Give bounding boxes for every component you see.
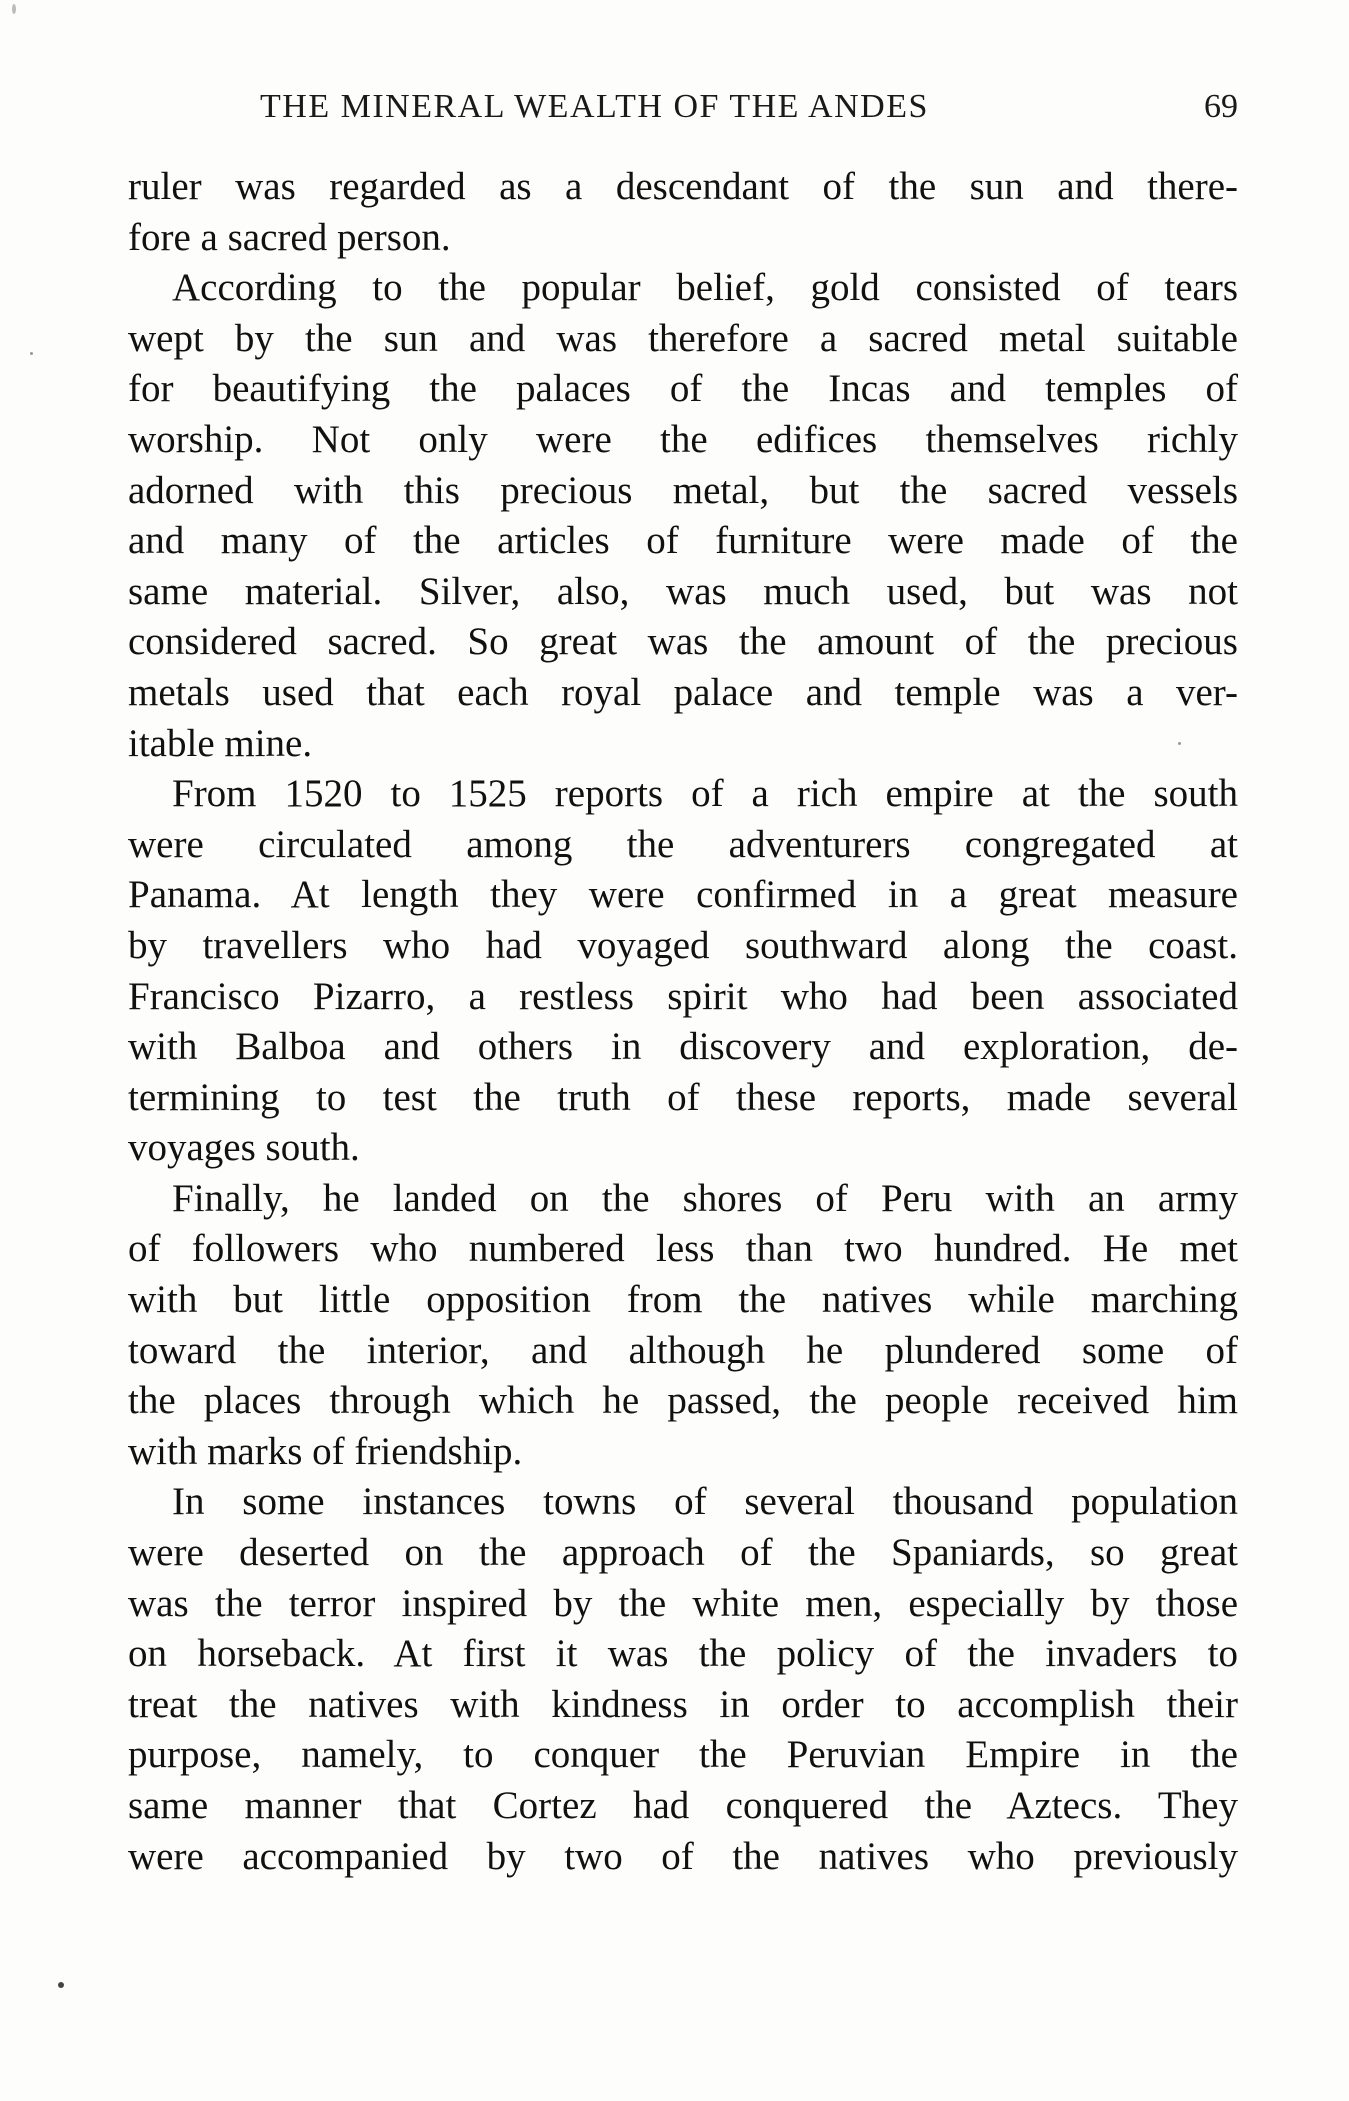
text-line: and many of the articles of furniture were made of the [128, 519, 1238, 563]
text-line: of followers who numbered less than two hundred. He met [128, 1227, 1238, 1271]
paragraph: fore a sacred person. [128, 215, 451, 259]
text-line: purpose, namely, to conquer the Peruvian Empire in the [128, 1733, 1238, 1777]
text-line: same material. Silver, also, was much used, but was not [128, 569, 1238, 613]
text-line: worship. Not only were the edifices themselves richly [128, 417, 1238, 461]
text-line: voyages south. [128, 1126, 360, 1170]
scan-speck [30, 352, 33, 355]
text-line: wept by the sun and was therefore a sacred metal suitable [128, 316, 1238, 360]
running-title: THE MINERAL WEALTH OF THE ANDES [260, 88, 929, 125]
paragraph: Finally, he landed on the shores of Peru with an army [172, 1176, 1238, 1220]
page-number: 69 [1204, 88, 1238, 125]
text-line: was the terror inspired by the white men, especially by those [128, 1581, 1238, 1625]
paragraph: In some instances towns of several thousand population [172, 1480, 1238, 1524]
text-line: were circulated among the adventurers congregated at [128, 822, 1238, 866]
scan-speck [12, 4, 16, 14]
text-line: metals used that each royal palace and temple was a ver- [128, 670, 1238, 714]
text-line: considered sacred. So great was the amount of the precious [128, 620, 1238, 664]
text-line: were accompanied by two of the natives who previously [128, 1834, 1238, 1878]
text-line: Francisco Pizarro, a restless spirit who had been associated [128, 974, 1238, 1018]
text-line: adorned with this precious metal, but the sacred vessels [128, 468, 1238, 512]
text-line: same manner that Cortez had conquered the Aztecs. They [128, 1784, 1238, 1827]
text-line: toward the interior, and although he plundered some of [128, 1328, 1238, 1372]
text-line: for beautifying the palaces of the Incas and temples of [128, 367, 1238, 411]
text-line: were deserted on the approach of the Spaniards, so great [128, 1531, 1238, 1575]
body-text [128, 162, 1238, 1882]
text-line: with Balboa and others in discovery and exploration, de- [128, 1025, 1238, 1069]
paragraph: ruler was regarded as a descendant of the sun and there- [128, 165, 1238, 208]
text-line: with but little opposition from the natives while marching [128, 1278, 1238, 1322]
text-line: Panama. At length they were confirmed in a great measure [128, 873, 1238, 917]
scan-speck [58, 1982, 64, 1988]
paragraph: From 1520 to 1525 reports of a rich empire at the south [172, 772, 1238, 816]
scan-speck [1178, 742, 1181, 745]
text-line: with marks of friendship. [128, 1429, 523, 1473]
text-line: termining to test the truth of these reports, made several [128, 1075, 1238, 1119]
paragraph: According to the popular belief, gold consisted of tears [172, 266, 1238, 310]
text-line: on horseback. At first it was the policy of the invaders to [128, 1632, 1238, 1676]
text-line: itable mine. [128, 721, 313, 765]
text-line: the places through which he passed, the people received him [128, 1379, 1238, 1423]
running-header [128, 88, 1238, 132]
text-line: treat the natives with kindness in order to accomplish their [128, 1682, 1238, 1726]
text-line: by travellers who had voyaged southward along the coast. [128, 923, 1238, 967]
